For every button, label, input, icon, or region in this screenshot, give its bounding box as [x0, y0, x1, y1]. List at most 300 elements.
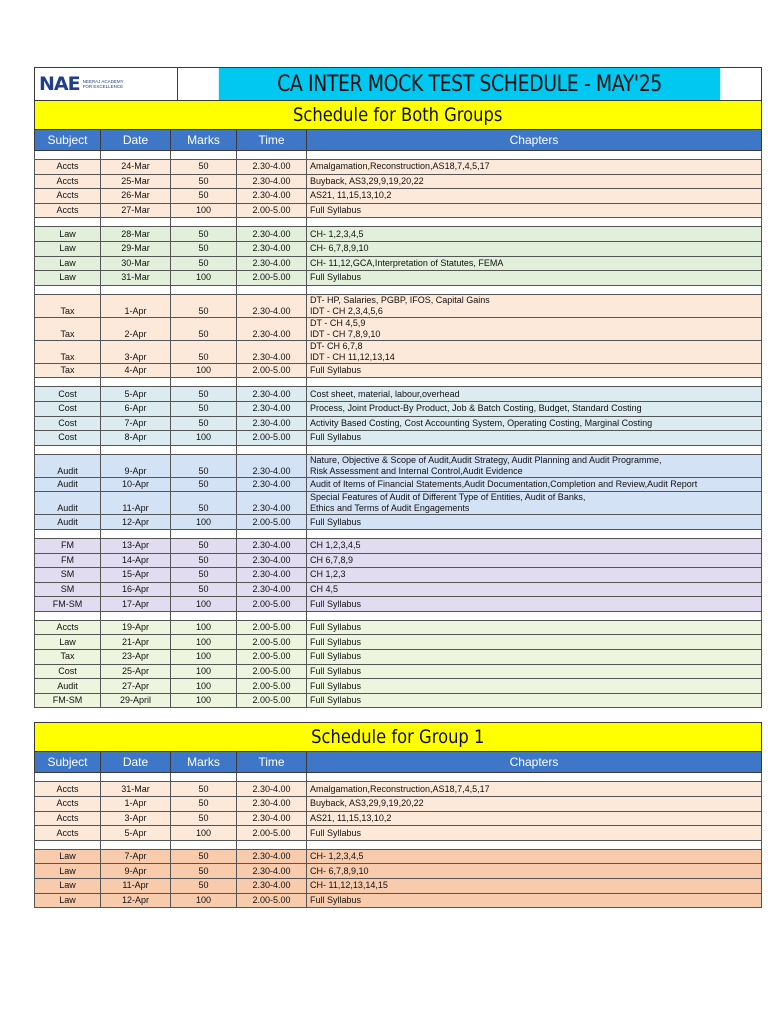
time-cell: 2.30-4.00 [237, 189, 307, 204]
marks-cell: 50 [171, 864, 237, 879]
table-row [35, 317, 762, 340]
chapters-cell: Full Syllabus [307, 893, 762, 908]
marks-cell: 100 [171, 363, 237, 378]
table-row [35, 664, 762, 679]
spacer-cell [237, 611, 307, 620]
chapters-cell: CH 1,2,3,4,5 [307, 538, 762, 553]
date-cell: 29-Mar [101, 241, 171, 256]
date-cell: 27-Mar [101, 203, 171, 218]
table-row [35, 387, 762, 402]
marks-cell: 50 [171, 477, 237, 492]
marks-cell: 50 [171, 174, 237, 189]
time-cell: 2.00-5.00 [237, 826, 307, 841]
marks-cell: 50 [171, 797, 237, 812]
chapters-cell: Full Syllabus [307, 664, 762, 679]
subject-cell: Accts [35, 189, 101, 204]
chapters-cell: CH 4,5 [307, 582, 762, 597]
chapters-cell: CH- 6,7,8,9,10 [307, 241, 762, 256]
column-header: Marks [171, 752, 237, 773]
subject-cell: FM-SM [35, 693, 101, 708]
marks-cell: 50 [171, 256, 237, 271]
spacer-cell [101, 529, 171, 538]
date-cell: 21-Apr [101, 635, 171, 650]
subject-cell: Audit [35, 492, 101, 515]
time-cell: 2.30-4.00 [237, 256, 307, 271]
column-header: Date [101, 752, 171, 773]
table-row [35, 227, 762, 242]
subject-cell: Accts [35, 782, 101, 797]
time-cell: 2.30-4.00 [237, 241, 307, 256]
spacer-cell [35, 529, 101, 538]
spacer-cell [237, 773, 307, 782]
spacer-cell [237, 840, 307, 849]
logo-mark: NAE [39, 73, 80, 95]
time-cell: 2.30-4.00 [237, 492, 307, 515]
date-cell: 19-Apr [101, 620, 171, 635]
marks-cell: 50 [171, 849, 237, 864]
spacer-cell [307, 218, 762, 227]
column-header: Chapters [307, 130, 762, 151]
table-row [35, 826, 762, 841]
column-header: Time [237, 130, 307, 151]
date-cell: 4-Apr [101, 363, 171, 378]
date-cell: 2-Apr [101, 317, 171, 340]
subject-cell: SM [35, 582, 101, 597]
table-row [35, 538, 762, 553]
date-cell: 11-Apr [101, 492, 171, 515]
table-row [35, 650, 762, 665]
table-row [35, 189, 762, 204]
column-header: Chapters [307, 752, 762, 773]
subject-cell: Audit [35, 477, 101, 492]
marks-cell: 50 [171, 416, 237, 431]
spacer-cell [171, 445, 237, 454]
marks-cell: 50 [171, 553, 237, 568]
chapters-cell: AS21, 11,15,13,10,2 [307, 811, 762, 826]
chapters-cell: Full Syllabus [307, 363, 762, 378]
table-row [35, 160, 762, 175]
section-title-text: Schedule for Both Groups [293, 104, 503, 126]
subject-cell: Cost [35, 664, 101, 679]
subject-cell: Cost [35, 431, 101, 446]
spacer-cell [35, 840, 101, 849]
chapters-cell: Process, Joint Product-By Product, Job & Batch Costing, Budget, Standard Costing [307, 401, 762, 416]
marks-cell: 100 [171, 431, 237, 446]
date-cell: 29-April [101, 693, 171, 708]
subject-cell: Law [35, 864, 101, 879]
chapters-cell: Full Syllabus [307, 679, 762, 694]
marks-cell: 100 [171, 826, 237, 841]
date-cell: 12-Apr [101, 893, 171, 908]
chapters-cell: Buyback, AS3,29,9,19,20,22 [307, 174, 762, 189]
time-cell: 2.30-4.00 [237, 797, 307, 812]
marks-cell: 50 [171, 811, 237, 826]
spacer-cell [171, 773, 237, 782]
chapters-cell: CH- 1,2,3,4,5 [307, 227, 762, 242]
chapters-cell: Full Syllabus [307, 203, 762, 218]
date-cell: 31-Mar [101, 271, 171, 286]
chapters-cell: Audit of Items of Financial Statements,Audit Documentation,Completion and Review,Audit Report [307, 477, 762, 492]
subject-cell: Law [35, 271, 101, 286]
chapters-cell: Full Syllabus [307, 431, 762, 446]
date-cell: 3-Apr [101, 340, 171, 363]
table-row [35, 174, 762, 189]
section-gap [34, 708, 762, 722]
chapters-cell: Amalgamation,Reconstruction,AS18,7,4,5,17 [307, 782, 762, 797]
time-cell: 2.30-4.00 [237, 174, 307, 189]
spacer-cell [307, 840, 762, 849]
subject-cell: Accts [35, 620, 101, 635]
chapters-cell: CH 6,7,8,9 [307, 553, 762, 568]
column-header: Marks [171, 130, 237, 151]
spacer-cell [35, 611, 101, 620]
spacer-cell [101, 285, 171, 294]
subject-cell: Tax [35, 317, 101, 340]
chapters-cell: Full Syllabus [307, 597, 762, 612]
column-header: Date [101, 130, 171, 151]
marks-cell: 50 [171, 340, 237, 363]
subject-cell: Law [35, 879, 101, 894]
table-row [35, 893, 762, 908]
schedule-table [34, 129, 762, 708]
chapters-cell: Full Syllabus [307, 515, 762, 530]
date-cell: 1-Apr [101, 797, 171, 812]
date-cell: 6-Apr [101, 401, 171, 416]
spacer-cell [307, 151, 762, 160]
spacer-cell [101, 218, 171, 227]
chapters-cell: Full Syllabus [307, 693, 762, 708]
spacer-cell [171, 218, 237, 227]
date-cell: 11-Apr [101, 879, 171, 894]
subject-cell: Tax [35, 294, 101, 317]
title-row [34, 67, 762, 100]
subject-cell: Accts [35, 203, 101, 218]
marks-cell: 100 [171, 893, 237, 908]
date-cell: 25-Mar [101, 174, 171, 189]
subject-cell: Law [35, 635, 101, 650]
spacer-cell [101, 773, 171, 782]
chapters-cell: Full Syllabus [307, 826, 762, 841]
chapters-cell: CH- 1,2,3,4,5 [307, 849, 762, 864]
marks-cell: 50 [171, 879, 237, 894]
marks-cell: 50 [171, 317, 237, 340]
date-cell: 30-Mar [101, 256, 171, 271]
time-cell: 2.30-4.00 [237, 879, 307, 894]
table-row [35, 492, 762, 515]
table-row [35, 401, 762, 416]
time-cell: 2.00-5.00 [237, 620, 307, 635]
time-cell: 2.00-5.00 [237, 363, 307, 378]
marks-cell: 100 [171, 515, 237, 530]
spacer-cell [307, 285, 762, 294]
marks-cell: 50 [171, 160, 237, 175]
date-cell: 17-Apr [101, 597, 171, 612]
chapters-cell: DT- HP, Salaries, PGBP, IFOS, Capital Gains IDT - CH 2,3,4,5,6 [307, 294, 762, 317]
table-row [35, 620, 762, 635]
date-cell: 3-Apr [101, 811, 171, 826]
marks-cell: 50 [171, 782, 237, 797]
table-row [35, 363, 762, 378]
chapters-cell: DT- CH 6,7,8 IDT - CH 11,12,13,14 [307, 340, 762, 363]
marks-cell: 100 [171, 620, 237, 635]
date-cell: 9-Apr [101, 864, 171, 879]
time-cell: 2.00-5.00 [237, 203, 307, 218]
subject-cell: Cost [35, 401, 101, 416]
chapters-cell: Activity Based Costing, Cost Accounting System, Operating Costing, Marginal Costing [307, 416, 762, 431]
subject-cell: Accts [35, 826, 101, 841]
spacer-cell [101, 445, 171, 454]
time-cell: 2.30-4.00 [237, 811, 307, 826]
date-cell: 7-Apr [101, 416, 171, 431]
subject-cell: Cost [35, 387, 101, 402]
table-row [35, 203, 762, 218]
date-cell: 27-Apr [101, 679, 171, 694]
chapters-cell: Full Syllabus [307, 620, 762, 635]
table-row [35, 811, 762, 826]
table-row [35, 256, 762, 271]
table-row [35, 431, 762, 446]
date-cell: 16-Apr [101, 582, 171, 597]
marks-cell: 100 [171, 203, 237, 218]
marks-cell: 50 [171, 294, 237, 317]
marks-cell: 50 [171, 387, 237, 402]
marks-cell: 50 [171, 189, 237, 204]
subject-cell: Tax [35, 650, 101, 665]
spacer-cell [35, 445, 101, 454]
date-cell: 9-Apr [101, 454, 171, 477]
time-cell: 2.00-5.00 [237, 271, 307, 286]
marks-cell: 100 [171, 693, 237, 708]
date-cell: 10-Apr [101, 477, 171, 492]
time-cell: 2.30-4.00 [237, 317, 307, 340]
table-row [35, 797, 762, 812]
time-cell: 2.00-5.00 [237, 693, 307, 708]
chapters-cell: CH- 11,12,GCA,Interpretation of Statutes, FEMA [307, 256, 762, 271]
subject-cell: Audit [35, 454, 101, 477]
spacer-cell [101, 611, 171, 620]
subject-cell: Accts [35, 797, 101, 812]
time-cell: 2.30-4.00 [237, 454, 307, 477]
table-row [35, 864, 762, 879]
table-row [35, 241, 762, 256]
time-cell: 2.00-5.00 [237, 597, 307, 612]
chapters-cell: CH- 11,12,13,14,15 [307, 879, 762, 894]
time-cell: 2.30-4.00 [237, 416, 307, 431]
time-cell: 2.00-5.00 [237, 664, 307, 679]
date-cell: 25-Apr [101, 664, 171, 679]
date-cell: 7-Apr [101, 849, 171, 864]
chapters-cell: Cost sheet, material, labour,overhead [307, 387, 762, 402]
table-row [35, 582, 762, 597]
subject-cell: SM [35, 568, 101, 583]
spacer-cell [171, 840, 237, 849]
table-row [35, 635, 762, 650]
marks-cell: 50 [171, 227, 237, 242]
academy-logo [35, 68, 178, 100]
chapters-cell: Full Syllabus [307, 271, 762, 286]
subject-cell: Accts [35, 174, 101, 189]
time-cell: 2.30-4.00 [237, 387, 307, 402]
chapters-cell: Full Syllabus [307, 635, 762, 650]
spacer-cell [237, 218, 307, 227]
table-row [35, 515, 762, 530]
spacer-cell [171, 151, 237, 160]
column-header: Subject [35, 752, 101, 773]
group-spacer-row [35, 529, 762, 538]
time-cell: 2.30-4.00 [237, 340, 307, 363]
subject-cell: Law [35, 241, 101, 256]
chapters-cell: DT - CH 4,5,9 IDT - CH 7,8,9,10 [307, 317, 762, 340]
time-cell: 2.00-5.00 [237, 635, 307, 650]
subject-cell: Tax [35, 340, 101, 363]
time-cell: 2.00-5.00 [237, 650, 307, 665]
table-row [35, 294, 762, 317]
spacer-cell [171, 611, 237, 620]
schedule-table [34, 751, 762, 908]
marks-cell: 50 [171, 492, 237, 515]
time-cell: 2.30-4.00 [237, 401, 307, 416]
group-spacer-row [35, 218, 762, 227]
subject-cell: FM [35, 553, 101, 568]
marks-cell: 100 [171, 635, 237, 650]
table-row [35, 416, 762, 431]
date-cell: 26-Mar [101, 189, 171, 204]
section-title-text: Schedule for Group 1 [311, 726, 485, 749]
chapters-cell: AS21, 11,15,13,10,2 [307, 189, 762, 204]
date-cell: 8-Apr [101, 431, 171, 446]
marks-cell: 100 [171, 271, 237, 286]
time-cell: 2.30-4.00 [237, 538, 307, 553]
time-cell: 2.30-4.00 [237, 227, 307, 242]
time-cell: 2.30-4.00 [237, 553, 307, 568]
time-cell: 2.00-5.00 [237, 679, 307, 694]
table-row [35, 340, 762, 363]
page-title: CA INTER MOCK TEST SCHEDULE - MAY'25 [219, 68, 720, 100]
table-header-row [35, 130, 762, 151]
date-cell: 24-Mar [101, 160, 171, 175]
table-row [35, 679, 762, 694]
table-row [35, 568, 762, 583]
marks-cell: 50 [171, 538, 237, 553]
time-cell: 2.30-4.00 [237, 782, 307, 797]
marks-cell: 50 [171, 454, 237, 477]
spacer-cell [171, 529, 237, 538]
spacer-cell [35, 218, 101, 227]
subject-cell: Audit [35, 679, 101, 694]
date-cell: 5-Apr [101, 387, 171, 402]
chapters-cell: Nature, Objective & Scope of Audit,Audit Strategy, Audit Planning and Audit Programme, Risk Assessment and Internal Control,Audit Evidence [307, 454, 762, 477]
table-row [35, 879, 762, 894]
group-spacer-row [35, 773, 762, 782]
date-cell: 23-Apr [101, 650, 171, 665]
spacer-cell [307, 445, 762, 454]
table-row [35, 477, 762, 492]
time-cell: 2.00-5.00 [237, 431, 307, 446]
group-spacer-row [35, 445, 762, 454]
spacer-cell [101, 378, 171, 387]
marks-cell: 50 [171, 401, 237, 416]
section-title [34, 100, 762, 129]
chapters-cell: CH- 6,7,8,9,10 [307, 864, 762, 879]
spacer-cell [171, 285, 237, 294]
time-cell: 2.30-4.00 [237, 568, 307, 583]
date-cell: 12-Apr [101, 515, 171, 530]
spacer-cell [101, 840, 171, 849]
table-row [35, 597, 762, 612]
spacer-cell [307, 611, 762, 620]
marks-cell: 100 [171, 597, 237, 612]
table-row [35, 271, 762, 286]
table-row [35, 454, 762, 477]
marks-cell: 100 [171, 650, 237, 665]
group-spacer-row [35, 840, 762, 849]
subject-cell: FM [35, 538, 101, 553]
marks-cell: 100 [171, 664, 237, 679]
date-cell: 1-Apr [101, 294, 171, 317]
time-cell: 2.30-4.00 [237, 477, 307, 492]
spacer-cell [237, 445, 307, 454]
sections-container [34, 100, 762, 908]
time-cell: 2.00-5.00 [237, 893, 307, 908]
chapters-cell: Full Syllabus [307, 650, 762, 665]
date-cell: 5-Apr [101, 826, 171, 841]
time-cell: 2.30-4.00 [237, 294, 307, 317]
spacer-cell [101, 151, 171, 160]
spacer-cell [35, 285, 101, 294]
spacer-cell [237, 378, 307, 387]
marks-cell: 50 [171, 568, 237, 583]
chapters-cell: CH 1,2,3 [307, 568, 762, 583]
subject-cell: Accts [35, 160, 101, 175]
chapters-cell: Buyback, AS3,29,9,19,20,22 [307, 797, 762, 812]
chapters-cell: Special Features of Audit of Different Type of Entities, Audit of Banks, Ethics and Terms of Audit Engagements [307, 492, 762, 515]
table-header-row [35, 752, 762, 773]
subject-cell: FM-SM [35, 597, 101, 612]
spacer-cell [35, 773, 101, 782]
spacer-cell [237, 151, 307, 160]
time-cell: 2.30-4.00 [237, 160, 307, 175]
subject-cell: Law [35, 893, 101, 908]
group-spacer-row [35, 151, 762, 160]
time-cell: 2.00-5.00 [237, 515, 307, 530]
subject-cell: Tax [35, 363, 101, 378]
date-cell: 13-Apr [101, 538, 171, 553]
time-cell: 2.30-4.00 [237, 849, 307, 864]
spacer-cell [35, 151, 101, 160]
marks-cell: 50 [171, 241, 237, 256]
column-header: Time [237, 752, 307, 773]
time-cell: 2.30-4.00 [237, 582, 307, 597]
subject-cell: Accts [35, 811, 101, 826]
schedule-sheet [34, 67, 762, 908]
section-title [34, 722, 762, 751]
subject-cell: Law [35, 849, 101, 864]
marks-cell: 100 [171, 679, 237, 694]
spacer-cell [307, 529, 762, 538]
date-cell: 15-Apr [101, 568, 171, 583]
column-header: Subject [35, 130, 101, 151]
spacer-cell [237, 529, 307, 538]
spacer-cell [171, 378, 237, 387]
marks-cell: 50 [171, 582, 237, 597]
table-row [35, 693, 762, 708]
table-row [35, 553, 762, 568]
subject-cell: Law [35, 227, 101, 242]
subject-cell: Audit [35, 515, 101, 530]
group-spacer-row [35, 611, 762, 620]
date-cell: 31-Mar [101, 782, 171, 797]
spacer-cell [35, 378, 101, 387]
